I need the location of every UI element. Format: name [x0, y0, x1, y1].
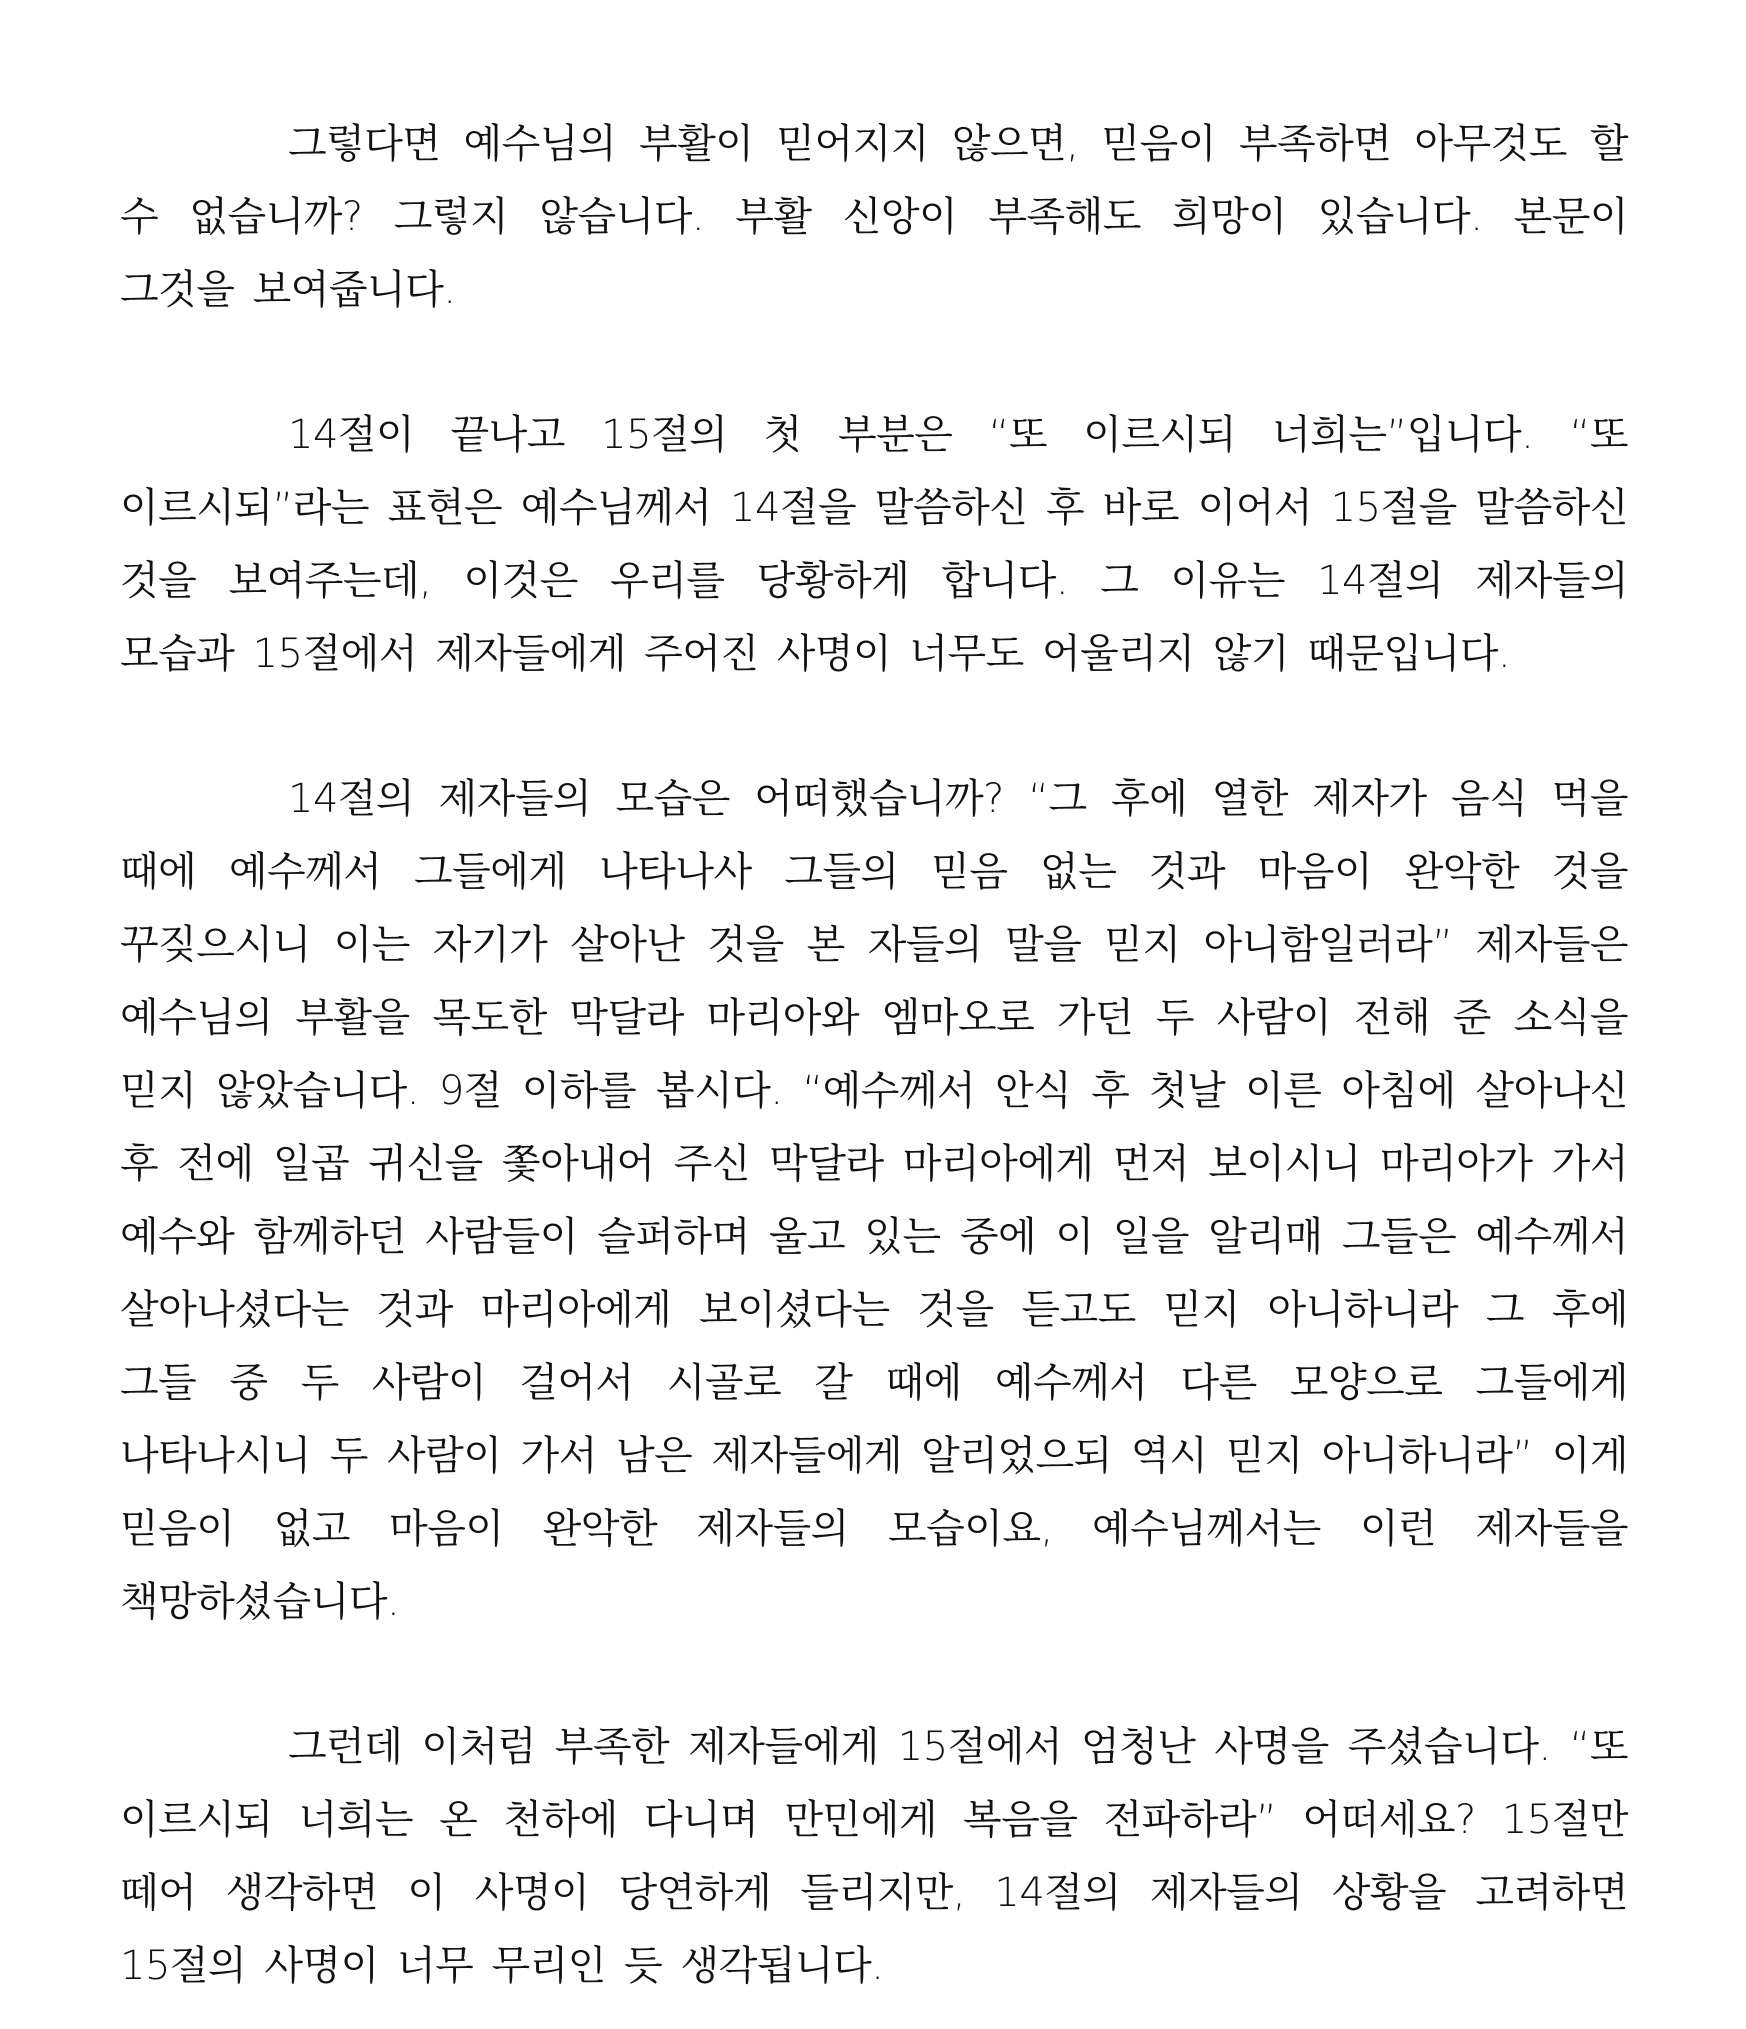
paragraph-2: 14절이 끝나고 15절의 첫 부분은 “또 이르시되 너희는”입니다. “또 이르시되”라는 표현은 예수님께서 14절을 말씀하신 후 바로 이어서 15절을 말씀하신 것을 보여주는데, 이것은 우리를 당황하게 합니다. 그 이유는 14절의 제자들의 모습과 15절에서 제자들에게 주어진 사명이 너무도 어울리지 않기 때문입니다.: [120, 412, 1628, 677]
paragraph-3: 14절의 제자들의 모습은 어떠했습니까? “그 후에 열한 제자가 음식 먹을 때에 예수께서 그들에게 나타나사 그들의 믿음 없는 것과 마음이 완악한 것을 꾸짖으시니 이는 자기가 살아난 것을 본 자들의 말을 믿지 아니함일러라” 제자들은 예수님의 부활을 목도한 막달라 마리아와 엠마오로 가던 두 사람이 전해 준 소식을 믿지 않았습니다. 9절 이하를 봅시다. “예수께서 안식 후 첫날 이른 아침에 살아나신 후 전에 일곱 귀신을 쫓아내어 주신 막달라 마리아에게 먼저 보이시니 마리아가 가서 예수와 함께하던 사람들이 슬퍼하며 울고 있는 중에 이 일을 알리매 그들은 예수께서 살아나셨다는 것과 마리아에게 보이셨다는 것을 듣고도 믿지 아니하니라 그 후에 그들 중 두 사람이 걸어서 시골로 갈 때에 예수께서 다른 모양으로 그들에게 나타나시니 두 사람이 가서 남은 제자들에게 알리었으되 역시 믿지 아니하니라” 이게 믿음이 없고 마음이 완악한 제자들의 모습이요, 예수님께서는 이런 제자들을 책망하셨습니다.: [120, 776, 1628, 1625]
paragraph-1: 그렇다면 예수님의 부활이 믿어지지 않으면, 믿음이 부족하면 아무것도 할 수 없습니까? 그렇지 않습니다. 부활 신앙이 부족해도 희망이 있습니다. 본문이 그것을 보여줍니다.: [120, 121, 1628, 313]
document-body: [120, 108, 1628, 2003]
paragraph-4: 그런데 이처럼 부족한 제자들에게 15절에서 엄청난 사명을 주셨습니다. “또 이르시되 너희는 온 천하에 다니며 만민에게 복음을 전파하라” 어떠세요? 15절만 떼어 생각하면 이 사명이 당연하게 들리지만, 14절의 제자들의 상황을 고려하면 15절의 사명이 너무 무리인 듯 생각됩니다.: [120, 1724, 1628, 1989]
